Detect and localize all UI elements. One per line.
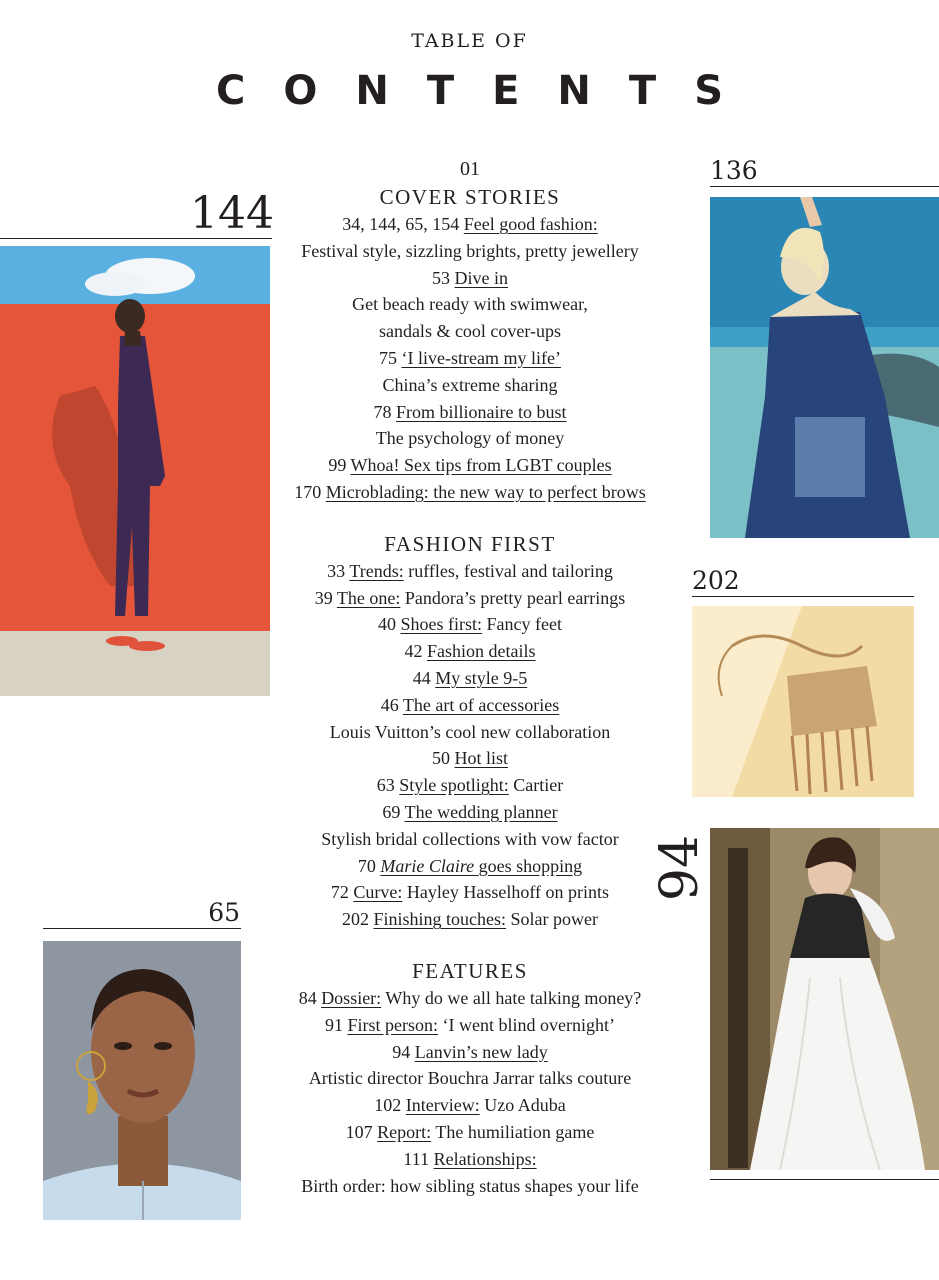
page-ref: 46	[380, 694, 399, 715]
page-ref: 40	[378, 614, 396, 635]
entry-rest: Fancy feet	[486, 614, 562, 635]
entry-title: The wedding planner	[404, 801, 558, 822]
page-ref: 63	[376, 775, 395, 796]
features-entry-1[interactable]	[270, 985, 670, 1012]
cover-entry-2[interactable]	[270, 265, 670, 292]
page-ref: 75	[379, 347, 398, 368]
cover-entry-4[interactable]	[270, 399, 670, 426]
fashion-entry-10[interactable]	[270, 853, 670, 880]
page-ref: 69	[382, 801, 401, 822]
entry-title: Curve:	[353, 882, 403, 903]
page-number-65: 65	[208, 898, 240, 927]
entry-rest: ruffles, festival and tailoring	[408, 560, 613, 581]
entry-rest: Uzo Aduba	[484, 1095, 566, 1116]
divider-144	[0, 238, 272, 239]
entry-title-italic: Marie Claire	[380, 855, 475, 876]
fashion-entry-1[interactable]	[270, 558, 670, 585]
entry-title: The art of accessories	[402, 694, 560, 715]
header-table-of: TABLE OF	[411, 30, 528, 52]
divider-202	[692, 596, 914, 597]
page-ref: 72	[330, 882, 349, 903]
entry-title: Finishing touches:	[373, 909, 507, 930]
entry-title: Whoa! Sex tips from LGBT couples	[350, 455, 612, 476]
page-ref: 170	[294, 481, 322, 502]
section-title-features: FEATURES	[412, 958, 528, 983]
cover-entry-3-desc: China’s extreme sharing	[382, 374, 558, 395]
entry-title: Hot list	[454, 748, 508, 769]
fashion-entry-3[interactable]	[270, 611, 670, 638]
entry-title: From billionaire to bust	[396, 401, 567, 422]
features-entry-6[interactable]	[270, 1146, 670, 1173]
fashion-entry-7[interactable]	[270, 745, 670, 772]
fashion-entry-11[interactable]	[270, 879, 670, 906]
page-ref: 44	[412, 667, 431, 688]
cover-entry-4-desc: The psychology of money	[375, 428, 565, 449]
page-ref: 42	[404, 641, 423, 662]
photo-denim-beach	[710, 197, 939, 538]
features-entry-2[interactable]	[270, 1012, 670, 1039]
entry-title: Fashion details	[427, 641, 536, 662]
features-entry-4[interactable]	[270, 1092, 670, 1119]
fashion-entry-9-desc: Stylish bridal collections with vow factor	[321, 828, 619, 849]
entry-rest: ‘I went blind overnight’	[442, 1014, 615, 1035]
fashion-entry-2[interactable]	[270, 585, 670, 612]
page-ref: 70	[357, 855, 376, 876]
fashion-entry-5[interactable]	[270, 665, 670, 692]
features-entry-3-desc: Artistic director Bouchra Jarrar talks couture	[308, 1068, 632, 1089]
entry-title: Report:	[377, 1121, 432, 1142]
divider-136	[710, 186, 939, 187]
cover-entry-2-desc-1: Get beach ready with swimwear,	[352, 294, 588, 315]
page-ref: 94	[392, 1041, 411, 1062]
photo-portrait-earring	[43, 941, 241, 1220]
cover-entry-1[interactable]	[270, 211, 670, 238]
entry-rest: Solar power	[510, 909, 598, 930]
section-title-cover-stories: COVER STORIES	[379, 185, 561, 209]
page-number-144: 144	[190, 188, 274, 239]
page-ref: 78	[373, 401, 392, 422]
header-contents: CONTENTS	[215, 68, 761, 114]
contents-column	[270, 155, 670, 1199]
page-ref: 34, 144, 65, 154	[342, 214, 460, 234]
photo-fringe-bag	[692, 606, 914, 797]
page-ref: 99	[328, 455, 347, 476]
page-number-136: 136	[710, 156, 758, 185]
page-number-94: 94	[650, 834, 710, 902]
page-ref: 39	[314, 587, 333, 608]
entry-title: Dive in	[454, 267, 508, 288]
entry-title: Relationships:	[433, 1148, 537, 1169]
fashion-entry-8[interactable]	[270, 772, 670, 799]
features-entry-6-desc: Birth order: how sibling status shapes your life	[301, 1175, 639, 1196]
entry-title: goes shopping	[478, 855, 583, 876]
entry-title: Shoes first:	[400, 614, 483, 635]
entry-title: Lanvin’s new lady	[414, 1041, 548, 1062]
page-ref: 50	[431, 748, 450, 769]
photo-lanvin-gown	[710, 828, 939, 1170]
page-ref: 202	[342, 909, 369, 930]
entry-rest: Cartier	[513, 775, 564, 796]
entry-title: My style 9-5	[435, 667, 528, 688]
entry-title: ‘I live-stream my life’	[401, 347, 561, 368]
photo-red-wall-model	[0, 246, 270, 696]
entry-rest: The humiliation game	[435, 1121, 595, 1142]
page-ref: 53	[432, 267, 450, 288]
entry-title: Interview:	[405, 1095, 480, 1116]
entry-title: Dossier:	[321, 987, 382, 1008]
entry-title: Style spotlight:	[399, 775, 509, 796]
features-entry-3[interactable]	[270, 1039, 670, 1066]
cover-entry-2-desc-2: sandals & cool cover-ups	[378, 321, 562, 342]
divider-65	[43, 928, 241, 929]
entry-rest: Pandora’s pretty pearl earrings	[404, 587, 626, 608]
page-ref: 107	[345, 1121, 373, 1142]
cover-entry-1-desc: Festival style, sizzling brights, pretty jewellery	[301, 240, 639, 261]
features-entry-5[interactable]	[270, 1119, 670, 1146]
page-ref: 33	[327, 560, 346, 581]
issue-number: 01	[460, 158, 480, 180]
section-title-fashion-first: FASHION FIRST	[384, 531, 556, 556]
entry-title: Trends:	[349, 560, 404, 581]
fashion-entry-4[interactable]	[270, 638, 670, 665]
fashion-entry-12[interactable]	[270, 906, 670, 933]
fashion-entry-6-desc: Louis Vuitton’s cool new collaboration	[329, 721, 611, 742]
cover-entry-6[interactable]	[270, 479, 670, 506]
entry-title: Microblading: the new way to perfect brows	[325, 481, 646, 502]
divider-94	[710, 1179, 939, 1180]
page-ref: 102	[374, 1095, 402, 1116]
entry-rest: Why do we all hate talking money?	[385, 987, 642, 1008]
cover-entry-3[interactable]	[270, 345, 670, 372]
entry-rest: Hayley Hasselhoff on prints	[406, 882, 610, 903]
cover-entry-5[interactable]	[270, 452, 670, 479]
entry-title: The one:	[336, 587, 401, 608]
page-number-202: 202	[692, 566, 740, 595]
page-ref: 111	[403, 1148, 430, 1169]
entry-title: Feel good fashion:	[463, 214, 598, 234]
page-ref: 84	[298, 987, 317, 1008]
page-ref: 91	[325, 1014, 343, 1035]
fashion-entry-9[interactable]	[270, 799, 670, 826]
fashion-entry-6[interactable]	[270, 692, 670, 719]
entry-title: First person:	[347, 1014, 439, 1035]
